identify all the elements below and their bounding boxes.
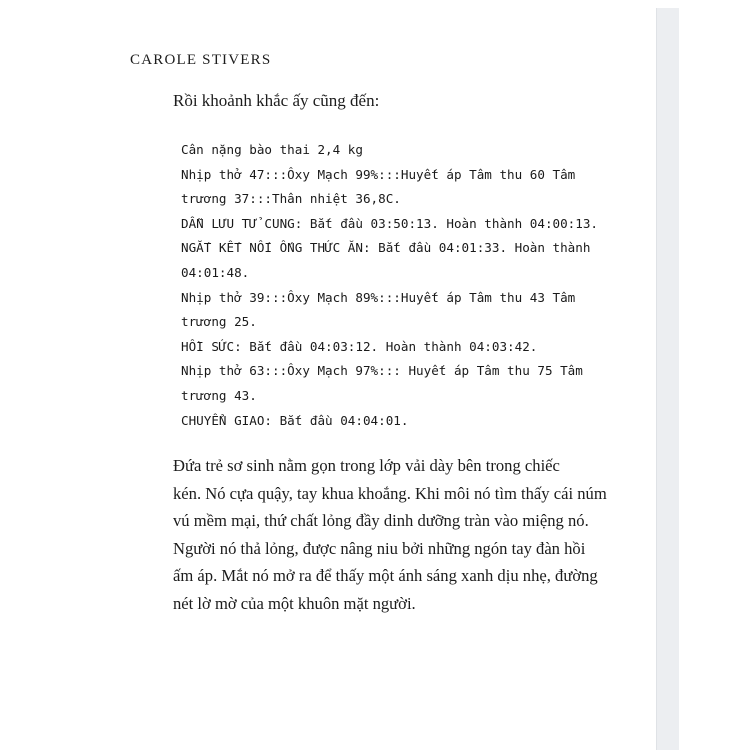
log-line: DẪN LƯU TỬ CUNG: Bắt đầu 03:50:13. Hoàn thành 04:00:13. bbox=[181, 215, 599, 231]
log-line: trương 37:::Thân nhiệt 36,8C. bbox=[181, 191, 401, 207]
log-line: Nhịp thở 39:::Ôxy Mạch 89%:::Huyết áp Tâm thu 43 Tâm bbox=[181, 289, 576, 305]
narrative-paragraph bbox=[173, 452, 613, 618]
log-line: trương 25. bbox=[181, 314, 257, 330]
paragraph-line: ấm áp. Mắt nó mở ra để thấy một ánh sáng xanh dịu nhẹ, đường bbox=[173, 566, 598, 586]
paragraph-line: kén. Nó cựa quậy, tay khua khoắng. Khi môi nó tìm thấy cái núm bbox=[173, 483, 607, 503]
paragraph-line: vú mềm mại, thứ chất lỏng đầy dinh dưỡng tràn vào miệng nó. bbox=[173, 511, 589, 531]
medical-log-block bbox=[181, 138, 621, 433]
log-line: Nhịp thở 47:::Ôxy Mạch 99%:::Huyết áp Tâm thu 60 Tâm bbox=[181, 166, 576, 182]
log-line: HỒI SỨC: Bắt đầu 04:03:12. Hoàn thành 04:03:42. bbox=[181, 338, 538, 354]
paragraph-line: nét lờ mờ của một khuôn mặt người. bbox=[173, 593, 416, 613]
log-line: trương 43. bbox=[181, 387, 257, 403]
intro-sentence: Rồi khoảnh khắc ấy cũng đến: bbox=[173, 91, 380, 110]
log-line: NGẮT KẾT NỐI ỐNG THỨC ĂN: Bắt đầu 04:01:33. Hoàn thành bbox=[181, 240, 591, 256]
log-line: Nhịp thở 63:::Ôxy Mạch 97%::: Huyết áp Tâm thu 75 Tâm bbox=[181, 363, 583, 379]
paragraph-line: Đứa trẻ sơ sinh nằm gọn trong lớp vải dày bên trong chiếc bbox=[173, 456, 560, 475]
log-line: CHUYỂN GIAO: Bắt đầu 04:04:01. bbox=[181, 412, 409, 428]
log-line: Cân nặng bào thai 2,4 kg bbox=[181, 142, 363, 157]
log-line: 04:01:48. bbox=[181, 264, 250, 280]
paragraph-line: Người nó thả lỏng, được nâng niu bởi những ngón tay đàn hồi bbox=[173, 538, 586, 558]
adjacent-page-margin bbox=[657, 8, 679, 750]
running-head: CAROLE STIVERS bbox=[130, 52, 272, 68]
